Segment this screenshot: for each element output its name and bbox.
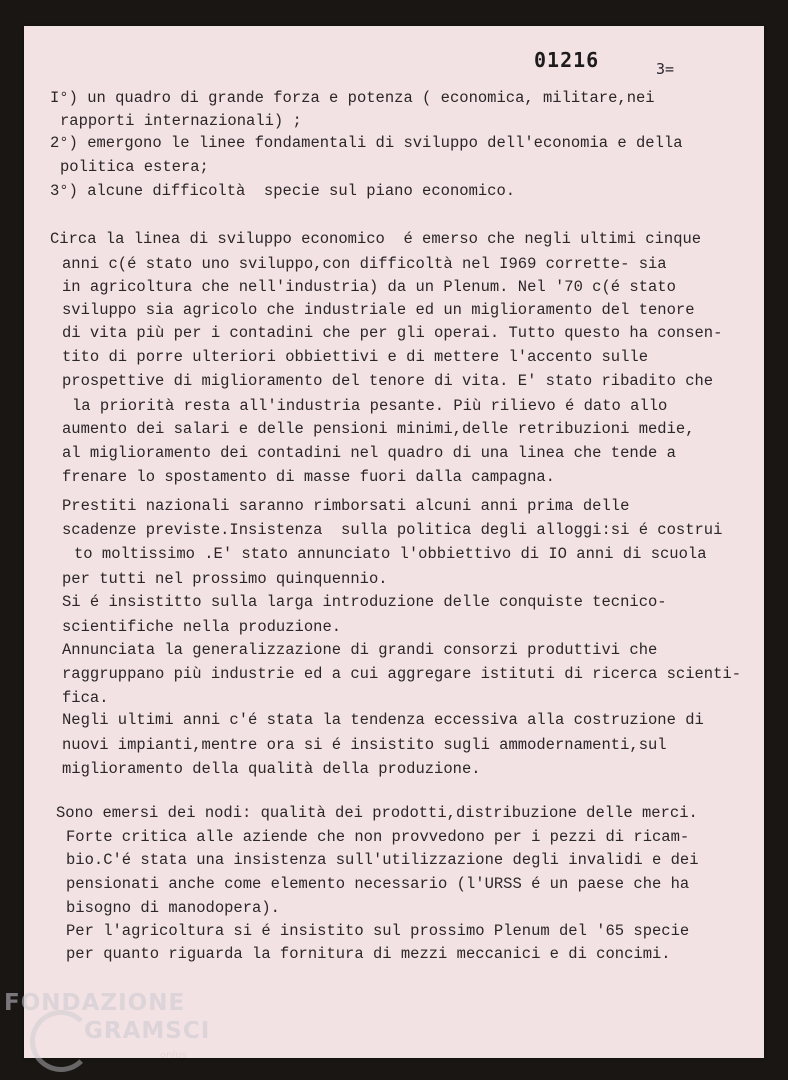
text-line: to moltissimo .E' stato annunciato l'obbiettivo di IO anni di scuola	[74, 545, 707, 563]
text-line: rapporti internazionali) ;	[60, 112, 302, 130]
text-line: di vita più per i contadini che per gli operai. Tutto questo ha consen-	[62, 324, 723, 342]
text-line: anni c(é stato uno sviluppo,con difficoltà nel I969 corrette- sia	[62, 255, 667, 273]
text-line: la priorità resta all'industria pesante. Più rilievo é dato allo	[72, 397, 668, 415]
text-line: Circa la linea di sviluppo economico é emerso che negli ultimi cinque	[50, 230, 702, 248]
watermark-line3: onlus	[160, 1050, 187, 1061]
text-line: per quanto riguarda la fornitura di mezzi meccanici e di concimi.	[66, 945, 671, 963]
text-line: in agricoltura che nell'industria) da un Plenum. Nel '70 c(é stato	[62, 278, 676, 296]
text-line: aumento dei salari e delle pensioni minimi,delle retribuzioni medie,	[62, 420, 695, 438]
text-line: I°) un quadro di grande forza e potenza ( economica, militare,nei	[50, 89, 655, 107]
text-line: bio.C'é stata una insistenza sull'utilizzazione degli invalidi e dei	[66, 851, 699, 869]
text-line: al miglioramento dei contadini nel quadro di una linea che tende a	[62, 444, 676, 462]
text-line: 2°) emergono le linee fondamentali di sviluppo dell'economia e della	[50, 134, 683, 152]
text-line: nuovi impianti,mentre ora si é insistito sugli ammodernamenti,sul	[62, 736, 667, 754]
watermark	[4, 990, 211, 1044]
text-line: fica.	[62, 689, 109, 707]
text-line: Annunciata la generalizzazione di grandi consorzi produttivi che	[62, 641, 658, 659]
text-line: politica estera;	[60, 158, 209, 176]
watermark-line1: FONDAZIONE	[4, 990, 186, 1016]
text-line: Per l'agricoltura si é insistito sul prossimo Plenum del '65 specie	[66, 922, 690, 940]
text-line: miglioramento della qualità della produzione.	[62, 760, 481, 778]
document-number: 01216	[534, 48, 600, 72]
text-line: scadenze previste.Insistenza sulla politica degli alloggi:si é costrui	[62, 521, 723, 539]
text-line: frenare lo spostamento di masse fuori dalla campagna.	[62, 468, 555, 486]
text-line: scientifiche nella produzione.	[62, 618, 342, 636]
text-line: Si é insistitto sulla larga introduzione delle conquiste tecnico-	[62, 593, 667, 611]
watermark-line2: GRAMSCI	[84, 1018, 211, 1044]
text-line: Sono emersi dei nodi: qualità dei prodotti,distribuzione delle merci.	[56, 804, 698, 822]
text-line: 3°) alcune difficoltà specie sul piano economico.	[50, 182, 516, 200]
text-line: sviluppo sia agricolo che industriale ed un miglioramento del tenore	[62, 301, 695, 319]
text-line: Negli ultimi anni c'é stata la tendenza eccessiva alla costruzione di	[62, 711, 704, 729]
page-mark: 3=	[656, 60, 675, 78]
text-line: raggruppano più industrie ed a cui aggregare istituti di ricerca scienti-	[62, 665, 742, 683]
watermark-logo-icon	[30, 1010, 92, 1072]
text-line: tito di porre ulteriori obbiettivi e di mettere l'accento sulle	[62, 348, 648, 366]
text-line: pensionati anche come elemento necessario (l'URSS é un paese che ha	[66, 875, 690, 893]
text-line: prospettive di miglioramento del tenore di vita. E' stato ribadito che	[62, 372, 714, 390]
text-line: Prestiti nazionali saranno rimborsati alcuni anni prima delle	[62, 497, 630, 515]
text-line: Forte critica alle aziende che non provvedono per i pezzi di ricam-	[66, 828, 690, 846]
text-line: bisogno di manodopera).	[66, 899, 280, 917]
text-line: per tutti nel prossimo quinquennio.	[62, 570, 388, 588]
